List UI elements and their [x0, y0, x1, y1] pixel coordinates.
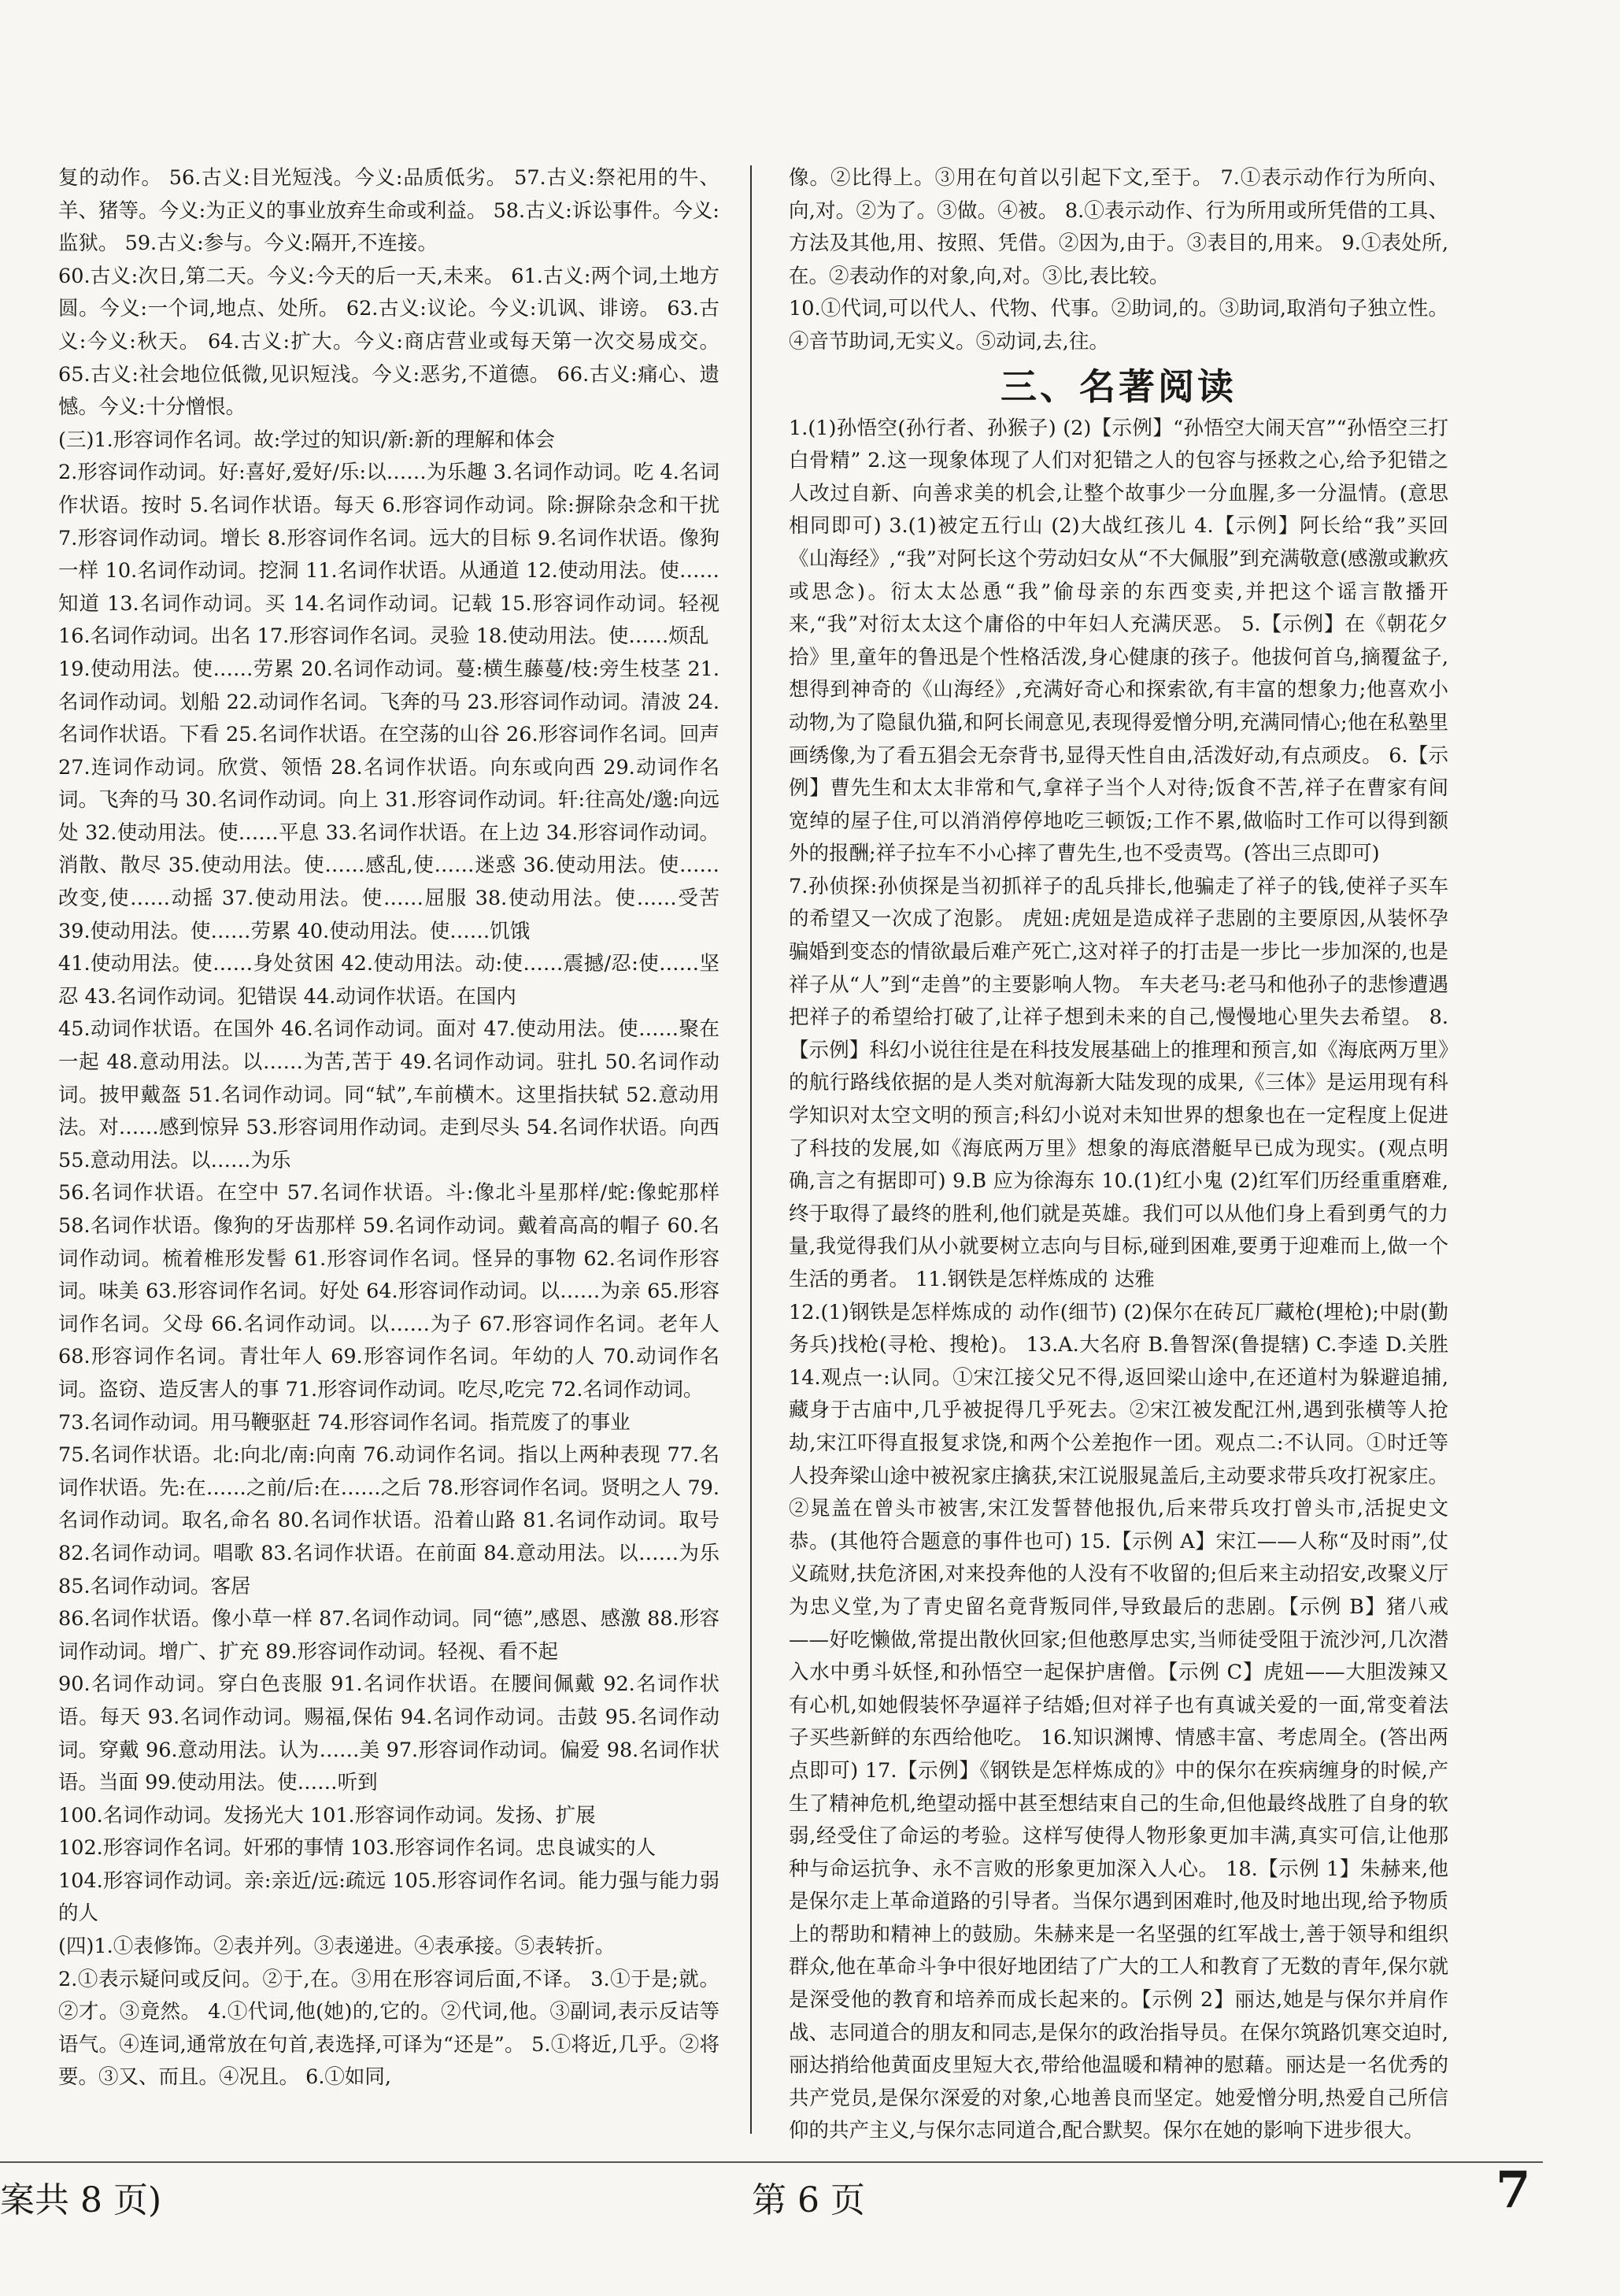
- footer-total-pages: 案共 8 页): [0, 2180, 162, 2220]
- left-paragraph: 90.名词作动词。穿白色丧服 91.名词作状语。在腰间佩戴 92.名词作状语。每天 93.名词作动词。赐福,保佑 94.名词作动词。击鼓 95.名词作动词。穿戴 96.意动用法。认为……美 97.形容词作动词。偏爱 98.名词作状语。当面 99.使动用法。使……听到: [58, 1672, 719, 1795]
- right-paragraph: 1.(1)孙悟空(孙行者、孙猴子) (2)【示例】“孙悟空大闹天宫”“孙悟空三打白骨精” 2.这一现象体现了人们对犯错之人的包容与拯救之心,给予犯错之人改过自新、向善求美的机会,让整个故事少一分血腥,多一分温情。(意思相同即可) 3.(1)被定五行山 (2)大战红孩儿 4.【示例】阿长给“我”买回《山海经》,“我”对阿长这个劳动妇女从“不大佩服”到充满敬意(感激或歉疚或思念)。衍太太怂恿“我”偷母亲的东西变卖,并把这个谣言散播开来,“我”对衍太太这个庸俗的中年妇人充满厌恶。 5.【示例】在《朝花夕拾》里,童年的鲁迅是个性格活泼,身心健康的孩子。他拔何首乌,摘覆盆子,想得到神奇的《山海经》,充满好奇心和探索欲,有丰富的想象力;他喜欢小动物,为了隐鼠仇猫,和阿长闹意见,表现得爱憎分明,充满同情心;他在私塾里画绣像,为了看五猖会无奈背书,显得天性自由,活泼好动,有点顽皮。 6.【示例】曹先生和太太非常和气,拿祥子当个人对待;饭食不苦,祥子在曹家有间宽绰的屋子住,可以消消停停地吃三顿饭;工作不累,做临时工作可以得到额外的报酬;祥子拉车不小心摔了曹先生,也不受责骂。(答出三点即可): [789, 416, 1448, 866]
- left-paragraph: 复的动作。 56.古义:目光短浅。今义:品质低劣。 57.古义:祭祀用的牛、羊、猪等。今义:为正义的事业放弃生命或利益。 58.古义:诉讼事件。今义:监狱。 59.古义:参与。今义:隔开,不连接。: [58, 166, 719, 256]
- footer-sheet-number: 7: [1496, 2161, 1531, 2220]
- left-paragraph: 45.动词作状语。在国外 46.名词作动词。面对 47.使动用法。使……聚在一起 48.意动用法。以……为苦,苦于 49.名词作动词。驻扎 50.名词作动词。披甲戴盔 51.名词作动词。同“轼”,车前横木。这里指扶轼 52.意动用法。对……感到惊异 53.形容词用作动词。走到尽头 54.名词作状语。向西 55.意动用法。以……为乐: [58, 1017, 719, 1172]
- left-column: [58, 162, 719, 2094]
- left-paragraph: 41.使动用法。使……身处贫困 42.使动用法。动:使……震撼/忍:使……坚忍 43.名词作动词。犯错误 44.动词作状语。在国内: [58, 952, 719, 1009]
- right-column: [789, 162, 1448, 2148]
- left-paragraph: 56.名词作状语。在空中 57.名词作状语。斗:像北斗星那样/蛇:像蛇那样 58.名词作状语。像狗的牙齿那样 59.名词作动词。戴着高高的帽子 60.名词作动词。梳着椎形发髻 61.形容词作名词。怪异的事物 62.名词作形容词。味美 63.形容词作名词。好处 64.形容词作动词。以……为亲 65.形容词作名词。父母 66.名词作动词。以……为子 67.形容词作名词。老年人 68.形容词作名词。青壮年人 69.形容词作名词。年幼的人 70.动词作名词。盗窃、造反害人的事 71.形容词作动词。吃尽,吃完 72.名词作动词。: [58, 1181, 719, 1402]
- left-paragraph: 60.古义:次日,第二天。今义:今天的后一天,未来。 61.古义:两个词,土地方圆。今义:一个词,地点、处所。 62.古义:议论。今义:讥讽、诽谤。 63.古义:今义:秋天。 64.古义:扩大。今义:商店营业或每天第一次交易成交。 65.古义:社会地位低微,见识短浅。今义:恶劣,不道德。 66.古义:痛心、遗憾。今义:十分憎恨。: [58, 264, 719, 420]
- right-paragraph: 像。②比得上。③用在句首以引起下文,至于。 7.①表示动作行为所向、向,对。②为了。③做。④被。 8.①表示动作、行为所用或所凭借的工具、方法及其他,用、按照、凭借。②因为,由于。③表目的,用来。 9.①表处所,在。②表动作的对象,向,对。③比,表比较。: [789, 166, 1448, 288]
- left-paragraph: 104.形容词作动词。亲:亲近/远:疏远 105.形容词作名词。能力强与能力弱的人: [58, 1868, 719, 1926]
- left-paragraph: 2.形容词作动词。好:喜好,爱好/乐:以……为乐趣 3.名词作动词。吃 4.名词作状语。按时 5.名词作状语。每天 6.形容词作动词。除:摒除杂念和干扰 7.形容词作动词。增长 8.形容词作名词。远大的目标 9.名词作状语。像狗一样 10.名词作动词。挖洞 11.名词作状语。从通道 12.使动用法。使……知道 13.名词作动词。买 14.名词作动词。记载 15.形容词作动词。轻视 16.名词作动词。出名 17.形容词作名词。灵验 18.使动用法。使……烦乱: [58, 461, 719, 649]
- left-paragraph: 75.名词作状语。北:向北/南:向南 76.动词作名词。指以上两种表现 77.名词作状语。先:在……之前/后:在……之后 78.形容词作名词。贤明之人 79.名词作动词。取名,命名 80.名词作状语。沿着山路 81.名词作动词。取号 82.名词作动词。唱歌 83.名词作状语。在前面 84.意动用法。以……为乐 85.名词作动词。客居: [58, 1443, 719, 1598]
- left-paragraph: 102.形容词作名词。奸邪的事情 103.形容词作名词。忠良诚实的人: [58, 1836, 657, 1861]
- left-paragraph: 100.名词作动词。发扬光大 101.形容词作动词。发扬、扩展: [58, 1803, 596, 1828]
- section-title: 三、名著阅读: [1000, 365, 1237, 408]
- column-divider: [750, 165, 752, 2134]
- left-paragraph: 19.使动用法。使……劳累 20.名词作动词。蔓:横生藤蔓/枝:旁生枝茎 21.名词作动词。划船 22.动词作名词。飞奔的马 23.形容词作动词。清波 24.名词作状语。下看 25.名词作状语。在空荡的山谷 26.形容词作名词。回声 27.连词作动词。欣赏、领悟 28.名词作状语。向东或向西 29.动词作名词。飞奔的马 30.名词作动词。向上 31.形容词作动词。轩:往高处/邈:向远处 32.使动用法。使……平息 33.名词作状语。在上边 34.形容词作动词。消散、散尽 35.使动用法。使……感乱,使……迷惑 36.使动用法。使……改变,使……动摇 37.使动用法。使……屈服 38.使动用法。使……受苦 39.使动用法。使……劳累 40.使动用法。使……饥饿: [58, 657, 719, 943]
- left-paragraph: 2.①表示疑问或反问。②于,在。③用在形容词后面,不译。 3.①于是;就。②才。③竟然。 4.①代词,他(她)的,它的。②代词,他。③副词,表示反诘等语气。④连词,通常放在句首,表选择,可译为“还是”。 5.①将近,几乎。②将要。③又、而且。④况且。 6.①如同,: [58, 1967, 719, 2090]
- left-paragraph: 73.名词作动词。用马鞭驱赶 74.形容词作名词。指荒废了的事业: [58, 1410, 631, 1435]
- footer-rule: [0, 2161, 1543, 2163]
- footer-page-number: 第 6 页: [752, 2180, 865, 2220]
- left-paragraph: 86.名词作状语。像小草一样 87.名词作动词。同“德”,感恩、感激 88.形容词作动词。增广、扩充 89.形容词作动词。轻视、看不起: [58, 1607, 719, 1664]
- left-paragraph: (三)1.形容词作名词。故:学过的知识/新:新的理解和体会: [58, 428, 556, 452]
- right-paragraph: 7.孙侦探:孙侦探是当初抓祥子的乱兵排长,他骗走了祥子的钱,使祥子买车的希望又一次成了泡影。 虎妞:虎妞是造成祥子悲剧的主要原因,从装怀孕骗婚到变态的情欲最后难产死亡,这对祥子的打击是一步比一步加深的,也是祥子从“人”到“走兽”的主要影响人物。 车夫老马:老马和他孙子的悲惨遭遇把祥子的希望给打破了,让祥子想到未来的自己,慢慢地心里失去希望。 8.【示例】科幻小说往往是在科技发展基础上的推理和预言,如《海底两万里》的航行路线依据的是人类对航海新大陆发现的成果,《三体》是运用现有科学知识对太空文明的预言;科幻小说对未知世界的想象也在一定程度上促进了科技的发展,如《海底两万里》想象的海底潜艇早已成为现实。(观点明确,言之有据即可) 9.B 应为徐海东 10.(1)红小鬼 (2)红军们历经重重磨难,终于取得了最终的胜利,他们就是英雄。我们可以从他们身上看到勇气的力量,我觉得我们从小就要树立志向与目标,碰到困难,要勇于迎难而上,做一个生活的勇者。 11.钢铁是怎样炼成的 达雅: [789, 874, 1448, 1291]
- left-paragraph: (四)1.①表修饰。②表并列。③表递进。④表承接。⑤表转折。: [58, 1935, 616, 1959]
- right-paragraph: 12.(1)钢铁是怎样炼成的 动作(细节) (2)保尔在砖瓦厂藏枪(埋枪);中尉(勤务兵)找枪(寻枪、搜枪)。 13.A.大名府 B.鲁智深(鲁提辖) C.李逵 D.关胜 14.观点一:认同。①宋江接父兄不得,返回梁山途中,在还道村为躲避追捕,藏身于古庙中,几乎被捉得几乎死去。②宋江被发配江州,遇到张横等人抢劫,宋江吓得直报复求饶,和两个公差抱作一团。观点二:不认同。①时迁等人投奔梁山途中被祝家庄擒获,宋江说服晁盖后,主动要求带兵攻打祝家庄。②晁盖在曾头市被害,宋江发誓替他报仇,后来带兵攻打曾头市,活捉史文恭。(其他符合题意的事件也可) 15.【示例 A】宋江——人称“及时雨”,仗义疏财,扶危济困,对来投奔他的人没有不收留的;但后来主动招安,改聚义厅为忠义堂,为了青史留名竟背叛同伴,导致最后的悲剧。【示例 B】猪八戒——好吃懒做,常提出散伙回家;但他憨厚忠实,当师徒受阻于流沙河,几次潜入水中勇斗妖怪,和孙悟空一起保护唐僧。【示例 C】虎妞——大胆泼辣又有心机,如她假装怀孕逼祥子结婚;但对祥子也有真诚关爱的一面,常变着法子买些新鲜的东西给他吃。 16.知识渊博、情感丰富、考虑周全。(答出两点即可) 17.【示例】《钢铁是怎样炼成的》中的保尔在疾病缠身的时候,产生了精神危机,绝望动摇中甚至想结束自己的生命,但他最终战胜了自身的软弱,经受住了命运的考验。这样写使得人物形象更加丰满,真实可信,让他那种与命运抗争、永不言败的形象更加深入人心。 18.【示例 1】朱赫来,他是保尔走上革命道路的引导者。当保尔遇到困难时,他及时地出现,给予物质上的帮助和精神上的鼓励。朱赫来是一名坚强的红军战士,善于领导和组织群众,他在革命斗争中很好地团结了广大的工人和教育了无数的青年,保尔就是深受他的教育和培养而成长起来的。【示例 2】丽达,她是与保尔并肩作战、志同道合的朋友和同志,是保尔的政治指导员。在保尔筑路饥寒交迫时,丽达捎给他黄面皮里短大衣,带给他温暖和精神的慰藉。丽达是一名优秀的共产党员,是保尔深爱的对象,心地善良而坚定。她爱憎分明,热爱自己所信仰的共产主义,与保尔志同道合,配合默契。保尔在她的影响下进步很大。: [789, 1300, 1448, 2143]
- right-paragraph: 10.①代词,可以代人、代物、代事。②助词,的。③助词,取消句子独立性。④音节助词,无实义。⑤动词,去,往。: [789, 297, 1448, 354]
